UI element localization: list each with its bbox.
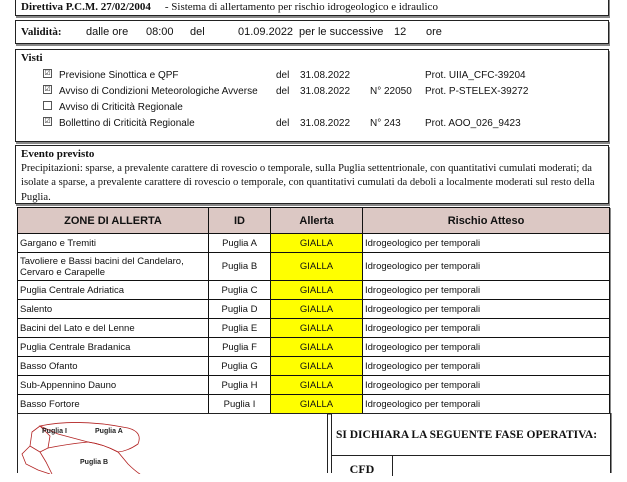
table-row (18, 376, 610, 395)
zone-id-cell: Puglia A (209, 234, 271, 253)
header-risk: Rischio Atteso (363, 208, 610, 234)
validity-del-label: del (190, 26, 205, 38)
fase-title: SI DICHIARA LA SEGUENTE FASE OPERATIVA: (332, 414, 610, 456)
fase-operativa-box (331, 413, 611, 476)
validity-hours: 12 (394, 26, 407, 38)
alert-level-cell: GIALLA (271, 234, 363, 253)
zone-id-cell: Puglia B (209, 253, 271, 281)
zone-name-cell: Salento (18, 300, 209, 319)
map-label-puglia-a: Puglia A (95, 428, 123, 435)
alert-level-cell: GIALLA (271, 319, 363, 338)
visti-item-del: del (276, 70, 290, 81)
evento-box (15, 145, 609, 204)
map-label-puglia-b: Puglia B (80, 459, 109, 466)
risk-cell: Idrogeologico per temporali (363, 357, 610, 376)
alert-level-cell: GIALLA (271, 338, 363, 357)
zone-name-cell: Puglia Centrale Bradanica (18, 338, 209, 357)
directive-description: - Sistema di allertamento per rischio idrogeologico e idraulico (164, 1, 438, 13)
risk-cell: Idrogeologico per temporali (363, 338, 610, 357)
alert-level-cell: GIALLA (271, 357, 363, 376)
header-id: ID (209, 208, 271, 234)
table-row (18, 319, 610, 338)
map-label-puglia-i: Puglia I (42, 428, 67, 435)
zone-id-cell: Puglia D (209, 300, 271, 319)
alert-level-cell: GIALLA (271, 300, 363, 319)
validity-date: 01.09.2022 (238, 26, 294, 38)
alert-level-cell: GIALLA (271, 253, 363, 281)
visti-title: Visti (21, 52, 43, 64)
zone-id-cell: Puglia F (209, 338, 271, 357)
checkbox-checked-icon[interactable]: ☑ (44, 70, 51, 77)
validity-for-label: per le successive (299, 26, 384, 38)
risk-cell: Idrogeologico per temporali (363, 376, 610, 395)
table-row (18, 300, 610, 319)
table-row (18, 357, 610, 376)
alert-level-cell: GIALLA (271, 395, 363, 414)
zone-name-cell: Gargano e Tremiti (18, 234, 209, 253)
risk-cell: Idrogeologico per temporali (363, 281, 610, 300)
evento-title: Evento previsto (21, 148, 95, 160)
header-zone: ZONE DI ALLERTA (18, 208, 209, 234)
visti-item (16, 85, 608, 99)
visti-item-prot: Prot. AOO_026_9423 (425, 118, 521, 129)
visti-box (15, 49, 609, 142)
zone-a-outline (40, 422, 139, 452)
evento-text: Precipitazioni: sparse, a prevalente carattere di rovescio o temporale, sulla Puglia settentrionale, con quantitativi cumulati moderati; da isolate a sparse, a prevalente carattere di rovescio o temporale, con quantitativi cumulati da deboli a localmente moderati sul resto della Puglia. (21, 162, 595, 203)
validity-box (15, 20, 609, 44)
map-outline (18, 414, 327, 474)
table-header-row (18, 208, 610, 234)
validity-from-label: dalle ore (86, 26, 129, 38)
visti-item-prot: Prot. P-STELEX-39272 (425, 86, 529, 97)
validity-label: Validità: (21, 26, 62, 38)
zone-name-cell: Puglia Centrale Adriatica (18, 281, 209, 300)
alert-zones-map (17, 413, 328, 473)
cfd-label: CFD (332, 456, 393, 476)
zone-name-cell: Sub-Appennino Dauno (18, 376, 209, 395)
checkbox-unchecked-icon[interactable] (43, 101, 52, 110)
checkbox-checked-icon[interactable]: ☑ (44, 86, 51, 93)
table-row (18, 395, 610, 414)
visti-item-prot: Prot. UIIA_CFC-39204 (425, 70, 526, 81)
table-row (18, 253, 610, 281)
visti-item-del: del (276, 118, 290, 129)
risk-cell: Idrogeologico per temporali (363, 234, 610, 253)
visti-item-label: Previsione Sinottica e QPF (59, 70, 179, 81)
checkbox-checked-icon[interactable]: ☑ (44, 118, 51, 125)
visti-item-del: del (276, 86, 290, 97)
alert-level-cell: GIALLA (271, 376, 363, 395)
visti-item (16, 69, 608, 83)
visti-item-label: Avviso di Criticità Regionale (59, 102, 183, 113)
zone-name-cell: Tavoliere e Bassi bacini del Candelaro, Cervaro e Carapelle (18, 253, 209, 281)
visti-item-date: 31.08.2022 (300, 70, 351, 81)
header-alert: Allerta (271, 208, 363, 234)
zone-id-cell: Puglia H (209, 376, 271, 395)
visti-item-date: 31.08.2022 (300, 118, 351, 129)
directive-title: Direttiva P.C.M. 27/02/2004 (21, 1, 151, 13)
visti-item-label: Avviso di Condizioni Meteorologiche Avverse (59, 86, 258, 97)
risk-cell: Idrogeologico per temporali (363, 319, 610, 338)
risk-cell: Idrogeologico per temporali (363, 395, 610, 414)
zone-id-cell: Puglia I (209, 395, 271, 414)
table-row (18, 281, 610, 300)
validity-hours-unit: ore (426, 26, 442, 38)
validity-time: 08:00 (146, 26, 174, 38)
visti-item-label: Bollettino di Criticità Regionale (59, 118, 195, 129)
zone-name-cell: Bacini del Lato e del Lenne (18, 319, 209, 338)
zone-id-cell: Puglia G (209, 357, 271, 376)
visti-item-number: N° 22050 (370, 86, 412, 97)
directive-header (15, 0, 609, 16)
zone-name-cell: Basso Ofanto (18, 357, 209, 376)
visti-item-date: 31.08.2022 (300, 86, 351, 97)
risk-cell: Idrogeologico per temporali (363, 300, 610, 319)
alert-level-cell: GIALLA (271, 281, 363, 300)
table-row (18, 338, 610, 357)
table-row (18, 234, 610, 253)
zone-b-outline (48, 442, 143, 474)
zones-table (17, 207, 610, 414)
visti-item (16, 101, 608, 115)
risk-cell: Idrogeologico per temporali (363, 253, 610, 281)
zone-id-cell: Puglia E (209, 319, 271, 338)
zone-id-cell: Puglia C (209, 281, 271, 300)
zone-name-cell: Basso Fortore (18, 395, 209, 414)
visti-item (16, 117, 608, 131)
visti-item-number: N° 243 (370, 118, 401, 129)
